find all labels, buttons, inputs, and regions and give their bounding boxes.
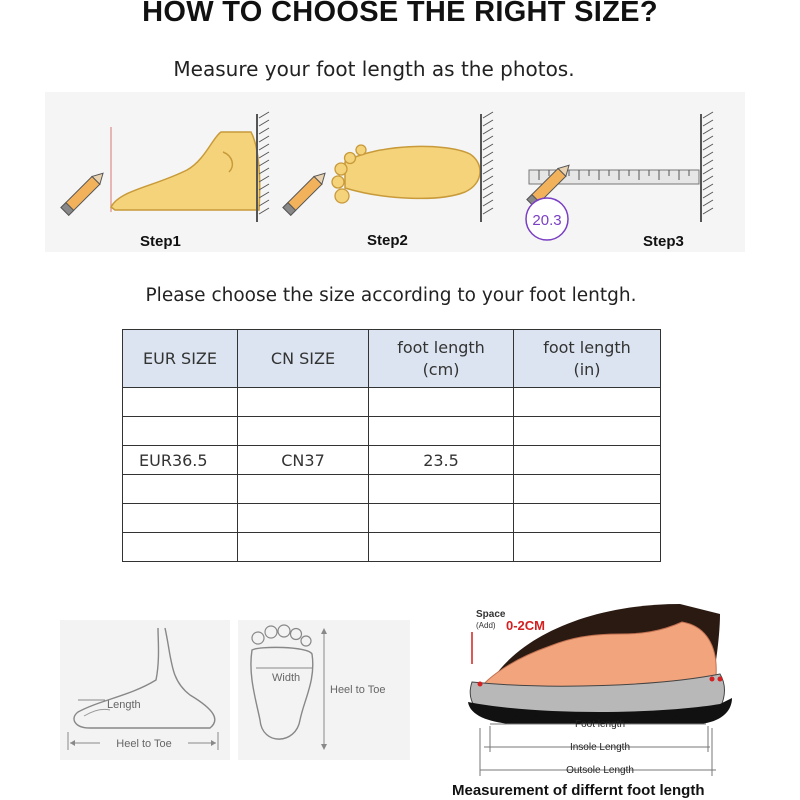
table-cell [123, 417, 238, 446]
foot-length-label: Foot length [574, 719, 626, 730]
table-cell [369, 533, 514, 562]
sole-heel-to-toe-label: Heel to Toe [330, 684, 386, 696]
table-row [123, 417, 661, 446]
measurement-caption: Measurement of differnt foot length [452, 782, 705, 799]
table-cell [238, 475, 369, 504]
shoe-length-diagram [420, 604, 780, 800]
table-cell [369, 388, 514, 417]
table-cell [123, 533, 238, 562]
step2-label: Step2 [367, 232, 408, 249]
foot-side-outline-diagram [60, 620, 230, 760]
table-cell [514, 417, 661, 446]
size-table [122, 329, 661, 562]
table-header-cell: EUR SIZE [123, 330, 238, 388]
foot-sole-outline-diagram [238, 620, 410, 760]
table-cell: CN37 [238, 446, 369, 475]
table-cell [514, 475, 661, 504]
table-header-cell: CN SIZE [238, 330, 369, 388]
table-header-cell: foot length (in) [514, 330, 661, 388]
step3-label: Step3 [643, 233, 684, 250]
table-cell [514, 504, 661, 533]
table-cell [238, 533, 369, 562]
table-row [123, 533, 661, 562]
space-add-label: (Add) [476, 621, 496, 630]
space-value: 0-2CM [506, 618, 546, 633]
table-header-row [123, 330, 661, 388]
table-header-cell: foot length (cm) [369, 330, 514, 388]
table-cell [238, 417, 369, 446]
table-cell [123, 504, 238, 533]
insole-length-label: Insole Length [569, 742, 631, 753]
table-cell [369, 504, 514, 533]
table-cell [514, 446, 661, 475]
table-cell [369, 475, 514, 504]
table-cell [514, 533, 661, 562]
table-cell [238, 388, 369, 417]
space-label: Space [476, 609, 506, 620]
outsole-length-label: Outsole Length [566, 765, 634, 776]
table-cell: EUR36.5 [123, 446, 238, 475]
page-subtitle: Measure your foot length as the photos. [173, 57, 575, 81]
page-title: HOW TO CHOOSE THE RIGHT SIZE? [142, 0, 658, 28]
table-cell [369, 417, 514, 446]
table-cell [123, 475, 238, 504]
table-row [123, 475, 661, 504]
side-length-label: Length [107, 699, 141, 711]
step1-label: Step1 [140, 233, 181, 250]
table-cell [123, 388, 238, 417]
step3-readout: 20.3 [532, 212, 562, 229]
sole-width-label: Width [272, 672, 301, 684]
side-heel-to-toe-label: Heel to Toe [116, 738, 172, 750]
table-cell [238, 504, 369, 533]
table-row [123, 446, 661, 475]
table-cell: 23.5 [369, 446, 514, 475]
size-instruction: Please choose the size according to your foot lentgh. [145, 285, 637, 306]
table-row [123, 504, 661, 533]
table-cell [514, 388, 661, 417]
table-row [123, 388, 661, 417]
